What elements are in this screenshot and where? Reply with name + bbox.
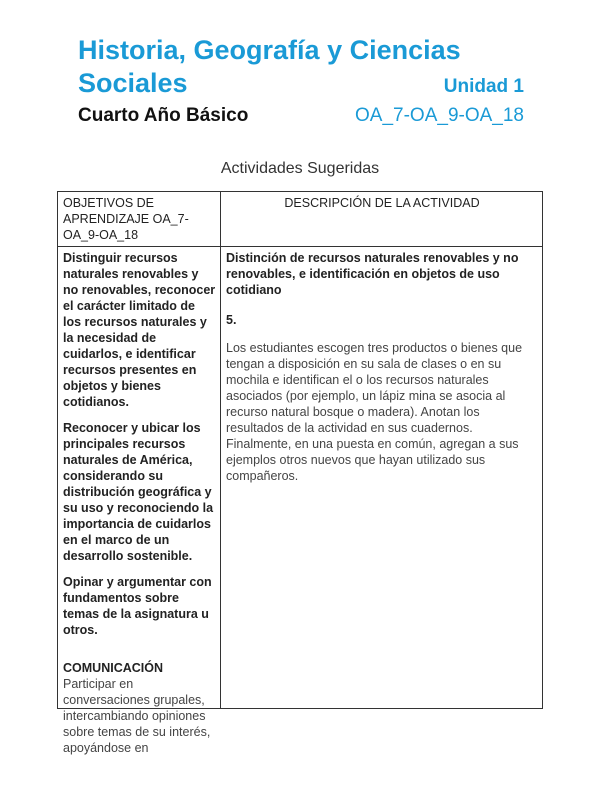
section-title: Actividades Sugeridas	[220, 160, 380, 177]
description-column-header: DESCRIPCIÓN DE LA ACTIVIDAD	[221, 192, 543, 247]
activity-number: 5.	[226, 313, 237, 327]
objective-item: Distinguir recursos naturales renovables y no renovables, reconocer el carácter limitado de los recursos naturales y la necesidad de cuidarlos, e identificar recursos presentes en objetos y bienes cotidianos.	[63, 251, 216, 409]
communication-text: Participar en conversaciones grupales, intercambiando opiniones sobre temas de su interés, apoyándose en	[63, 677, 211, 755]
title-row	[78, 66, 528, 104]
table-header-row	[58, 192, 543, 247]
objective-item: Reconocer y ubicar los principales recursos naturales de América, considerando su distribución geográfica y su uso y reconociendo la importancia de cuidarlos en el marco de un desarrollo sostenible.	[63, 421, 214, 563]
grade-label: Cuarto Año Básico	[78, 105, 249, 126]
activity-text: Los estudiantes escogen tres productos o bienes que tengan a disposición en su sala de clases o en su mochila e identifican el o los recursos naturales asociados (por ejemplo, un lápiz mina se asocia al recurso natural bosque o madera). Anotan los resultados de la actividad en sus cuadernos. Finalmente, en una puesta en común, agregan a sus ejemplos otros nuevos que hayan utilizado sus compañeros.	[226, 341, 523, 483]
subject-title-line2: Sociales	[78, 68, 188, 98]
activities-table	[57, 191, 543, 755]
communication-label: COMUNICACIÓN	[63, 661, 163, 675]
subject-title-line1: Historia, Geografía y Ciencias	[78, 35, 461, 65]
document-header	[78, 34, 528, 127]
activity-title: Distinción de recursos naturales renovables y no renovables, e identificación en objetos de uso cotidiano	[226, 251, 519, 297]
description-cell	[221, 247, 543, 709]
table-row	[58, 247, 543, 709]
objectives-column-header: OBJETIVOS DE APRENDIZAJE OA_7-OA_9-OA_18	[58, 192, 221, 247]
objectives-cell	[58, 247, 221, 755]
objective-codes: OA_7-OA_9-OA_18	[355, 105, 524, 126]
communication-objective	[63, 660, 216, 756]
subtitle-row	[78, 105, 528, 127]
objective-item: Opinar y argumentar con fundamentos sobre temas de la asignatura u otros.	[63, 575, 212, 637]
unit-label: Unidad 1	[443, 76, 524, 97]
